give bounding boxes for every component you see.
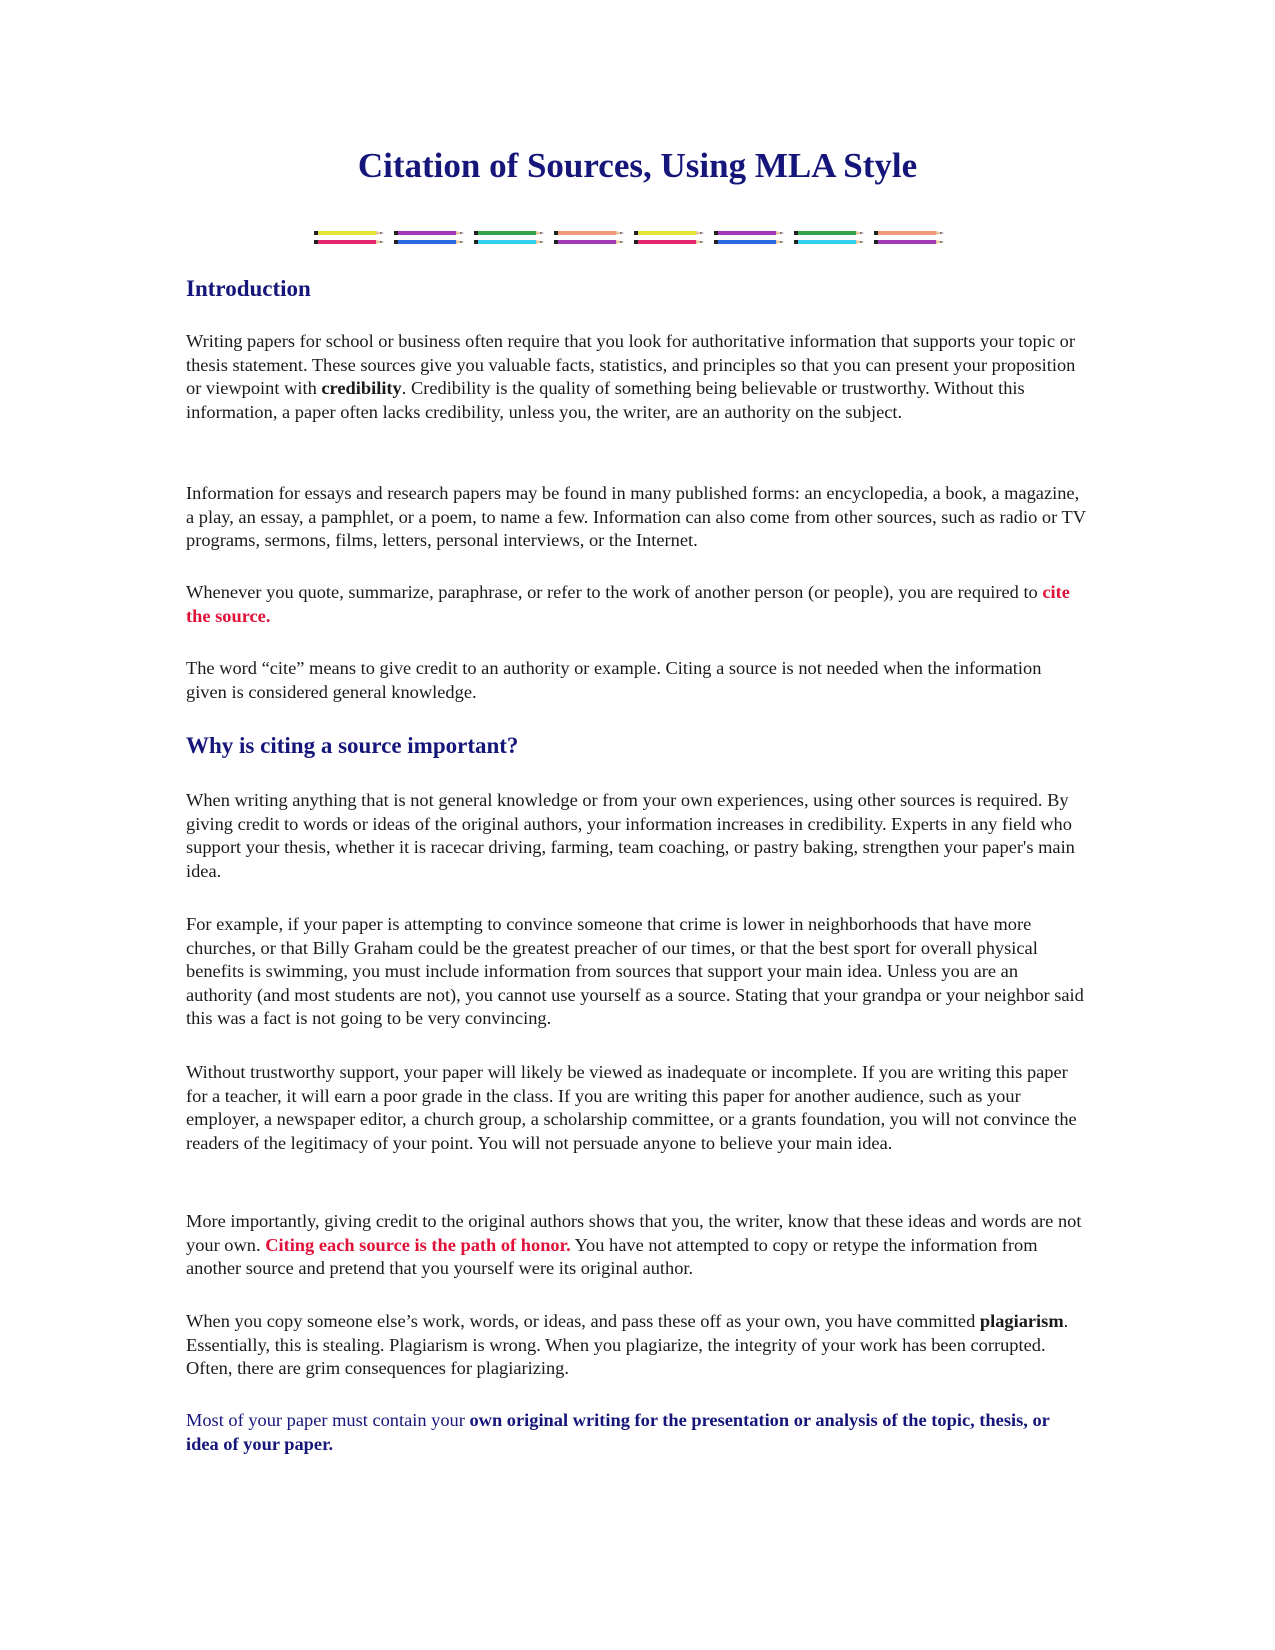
pencil-icon bbox=[394, 240, 464, 244]
text-run: You have not attempted to copy or retype the information from another source and pretend that you yourself were its original author. bbox=[186, 1234, 1038, 1279]
pencil-icon bbox=[874, 240, 944, 244]
why-paragraph-3: Without trustworthy support, your paper will likely be viewed as inadequate or incomplete. If you are writing this paper for a teacher, it will earn a poor grade in the class. If you are writing this paper for another audience, such as your employer, a newspaper editor, a church group, a scholarship committee, or a grants foundation, you will not convince the readers of the legitimacy of your point. You will not persuade anyone to believe your main idea. bbox=[186, 1062, 1077, 1153]
text-run: Most of your paper must contain your bbox=[186, 1410, 470, 1430]
pencil-icon bbox=[314, 240, 384, 244]
document-title: Citation of Sources, Using MLA Style bbox=[357, 146, 918, 185]
pencil-icon bbox=[554, 231, 624, 235]
pencil-icon bbox=[794, 231, 864, 235]
pencil-icon bbox=[474, 240, 544, 244]
text-run: More importantly, giving credit to the original authors shows that you, the writer, know that these ideas and words are not your own. bbox=[186, 1211, 1082, 1255]
why-paragraph-6 bbox=[186, 1409, 1086, 1456]
cite-the-source-highlight: cite the source. bbox=[186, 582, 1070, 626]
pencil-icon bbox=[314, 231, 384, 235]
why-paragraph-5 bbox=[186, 1310, 1086, 1381]
text-run: . Essentially, this is stealing. Plagiarism is wrong. When you plagiarize, the integrity of your work has been corrupted. Often, there are grim consequences for plagiarizing. bbox=[186, 1311, 1069, 1379]
credibility-term: credibility bbox=[321, 378, 402, 399]
why-paragraph-2: For example, if your paper is attempting to convince someone that crime is lower in neighborhoods that have more churches, or that Billy Graham could be the greatest preacher of our times, or that the best sport for overall physical benefits is swimming, you must include information from sources that support your main idea. Unless you are an authority (and most students are not), you cannot use yourself as a source. Stating that your grandpa or your neighbor said this was a fact is not going to be very convincing. bbox=[186, 914, 1084, 1029]
intro-paragraph-3 bbox=[186, 581, 1086, 628]
pencil-divider bbox=[314, 228, 954, 250]
pencil-icon bbox=[714, 240, 784, 244]
intro-paragraph-4: The word “cite” means to give credit to an authority or example. Citing a source is not needed when the information given is considered general knowledge. bbox=[186, 658, 1042, 702]
pencil-icon bbox=[634, 231, 704, 235]
path-of-honor-highlight: Citing each source is the path of honor. bbox=[265, 1234, 571, 1255]
text-run: . Credibility is the quality of something being believable or trustworthy. Without this information, a paper often lacks credibility, unless you, the writer, are an authority on the subject. bbox=[186, 378, 1025, 422]
intro-paragraph-1 bbox=[186, 330, 1086, 424]
pencil-icon bbox=[874, 231, 944, 235]
text-run: When you copy someone else’s work, words, or ideas, and pass these off as your own, you have committed bbox=[186, 1311, 980, 1331]
heading-why-citing: Why is citing a source important? bbox=[186, 733, 519, 758]
pencil-icon bbox=[474, 231, 544, 235]
heading-introduction: Introduction bbox=[186, 276, 311, 301]
intro-paragraph-2: Information for essays and research papers may be found in many published forms: an encyclopedia, a book, a magazine, a play, an essay, a pamphlet, or a poem, to name a few. Information can also come from other sources, such as radio or TV programs, sermons, films, letters, personal interviews, or the Internet. bbox=[186, 483, 1086, 551]
why-paragraph-1: When writing anything that is not general knowledge or from your own experiences, using other sources is required. By giving credit to words or ideas of the original authors, your information increases in credibility. Experts in any field who support your thesis, whether it is racecar driving, farming, team coaching, or pastry baking, strengthen your paper's main idea. bbox=[186, 790, 1075, 881]
plagiarism-term: plagiarism bbox=[979, 1311, 1064, 1331]
pencil-icon bbox=[394, 231, 464, 235]
pencil-icon bbox=[714, 231, 784, 235]
pencil-icon bbox=[554, 240, 624, 244]
text-run: Whenever you quote, summarize, paraphrase, or refer to the work of another person (or people), you are required to bbox=[186, 582, 1043, 602]
pencil-icon bbox=[794, 240, 864, 244]
pencil-icon bbox=[634, 240, 704, 244]
why-paragraph-4 bbox=[186, 1210, 1086, 1281]
text-run: Writing papers for school or business often require that you look for authoritative information that supports your topic or thesis statement. These sources give you valuable facts, statistics, and principles so that you can present your proposition or viewpoint with bbox=[186, 331, 1076, 399]
original-writing-emphasis: own original writing for the presentation or analysis of the topic, thesis, or idea of your paper. bbox=[186, 1410, 1050, 1454]
